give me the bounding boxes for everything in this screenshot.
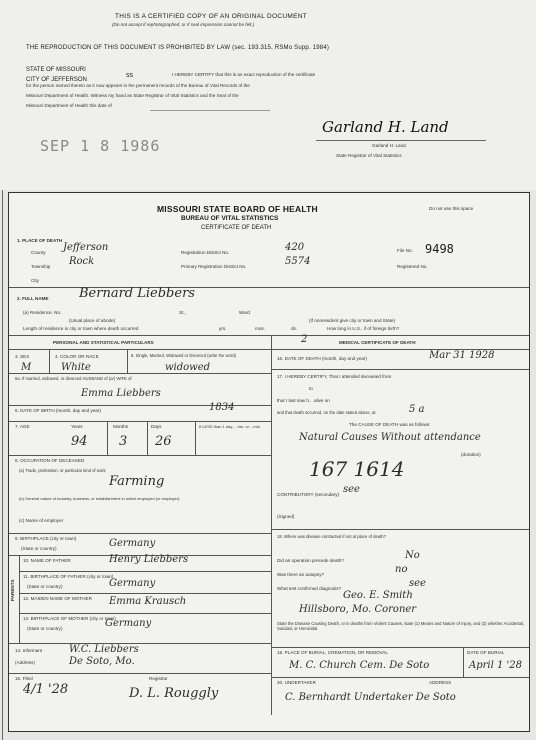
certify-line-3: Missouri Department of Health. Witness my hand as State Registrar of Vital Statistics and the Seal of the — [26, 93, 239, 98]
cause-label: The CAUSE OF DEATH was as follows: — [349, 422, 431, 427]
months-label: Months — [113, 424, 129, 429]
ward-label: Ward — [239, 310, 250, 315]
primary-reg-label: Primary Registration District No. — [181, 264, 247, 269]
registrar-label: Registrar — [149, 676, 168, 681]
father-birth-label: 11. BIRTHPLACE OF FATHER (city or town) — [23, 574, 114, 579]
burial-date-label: DATE OF BURIAL — [467, 650, 505, 655]
father-birth-sub: (State or country) — [27, 584, 63, 589]
form-bureau: BUREAU OF VITAL STATISTICS — [181, 215, 279, 222]
certify-line-1: I HEREBY CERTIFY that this is an exact reproduction of the certificate — [172, 72, 316, 77]
certified-copy-heading: THIS IS A CERTIFIED COPY OF AN ORIGINAL DOCUMENT — [115, 13, 307, 20]
mother-name-label: 12. MAIDEN NAME OF MOTHER — [23, 596, 92, 601]
to-label: to — [309, 386, 313, 391]
registrar-signature: Garland H. Land — [322, 118, 449, 136]
filed-label: 15. Filed — [15, 676, 33, 681]
birth-label: 6. DATE OF BIRTH (month, day and year) — [15, 408, 101, 413]
full-name-label: 2. FULL NAME — [17, 296, 49, 301]
what-test-label: What test confirmed diagnosis? — [277, 586, 342, 591]
registrar-name: Garland H. Land — [372, 143, 406, 148]
nonresident-note: (If nonresident give city or town and State) — [309, 318, 396, 323]
mother-birth-label: 13. BIRTHPLACE OF MOTHER (city or town) — [23, 616, 116, 621]
what-test-value: see — [409, 578, 426, 589]
parents-label: PARENTS — [10, 579, 15, 601]
burial-date-value: April 1 '28 — [469, 660, 522, 671]
primary-reg-value: 5574 — [285, 256, 311, 267]
autopsy-value: no — [395, 564, 408, 575]
medical-no: 2 — [301, 334, 308, 345]
birthplace-sub: (State or country) — [21, 546, 57, 551]
mother-name-value: Emma Krausch — [109, 596, 187, 607]
county-label: County — [31, 250, 46, 255]
cause-number: 167 1614 — [309, 457, 405, 481]
registrar-value: D. L. Rouggly — [129, 686, 219, 701]
sex-value: M — [21, 362, 32, 373]
residence-label: (a) Residence. No. — [23, 310, 62, 315]
registered-no-label: Registered No. — [397, 264, 428, 269]
form-margin-line — [2, 190, 7, 740]
signed-by-value: Geo. E. Smith — [343, 590, 413, 601]
section-personal: PERSONAL AND STATISTICAL PARTICULARS — [53, 340, 154, 345]
age-label: 7. AGE — [15, 424, 30, 429]
contributory-value: see — [343, 484, 360, 495]
note-text: State the Disease Causing Death, or in deaths from Violent Causes, state (1) Means and Nature of Injury, and (2) whether Accidental, Suicidal, or Homicidal. — [277, 621, 525, 632]
file-no-value: 9498 — [425, 242, 454, 256]
form-cert-label: CERTIFICATE OF DEATH — [201, 225, 272, 231]
burial-label: 19. PLACE OF BURIAL, CREMATION, OR REMOVAL — [277, 650, 388, 655]
spouse-value: Emma Liebbers — [81, 388, 161, 399]
death-time-value: 5 a — [409, 404, 425, 415]
informant-value: W.C. Liebbers — [69, 644, 139, 655]
township-value: Rock — [69, 256, 95, 267]
alive-label: that I last saw h... alive on — [277, 398, 330, 403]
occ-c-label: (c) Name of employer — [19, 518, 64, 523]
duration-label: (duration) — [461, 452, 481, 457]
form-title: MISSOURI STATE BOARD OF HEALTH — [157, 204, 318, 214]
state-line: STATE OF MISSOURI — [26, 67, 86, 73]
prohibition-notice: THE REPRODUCTION OF THIS DOCUMENT IS PROHIBITED BY LAW (sec. 193.315, RSMo Supp. 1984) — [26, 45, 330, 51]
reg-district-value: 420 — [285, 242, 305, 253]
hereby-label: 17. I HEREBY CERTIFY, That I attended deceased from — [277, 374, 392, 379]
contributory-label: CONTRIBUTORY (secondary) — [277, 492, 340, 497]
signed-label: (Signed) — [277, 514, 295, 519]
address2-label: ADDRESS — [429, 680, 452, 685]
undertaker-label: 20. UNDERTAKER — [277, 680, 316, 685]
certify-line-2: for the person named therein as it now appears in the permanent records of the Bureau of Vital Records of the — [26, 83, 250, 88]
age-days-value: 26 — [155, 434, 172, 449]
marital-value: widowed — [165, 362, 211, 373]
father-name-label: 10. NAME OF FATHER — [23, 558, 71, 563]
city-line: CITY OF JEFFERSON — [26, 77, 87, 83]
date-stamp: SEP 1 8 1986 — [40, 137, 161, 155]
ss-mark: ss — [126, 72, 133, 79]
burial-value: M. C. Church Cem. De Soto — [289, 660, 430, 671]
ds-label: ds. — [291, 326, 298, 331]
birthplace-value: Germany — [109, 538, 156, 549]
sex-label: 3. SEX — [15, 354, 30, 359]
cause-value: Natural Causes Without attendance — [299, 432, 481, 443]
occupation-label: 8. OCCUPATION OF DECEASED — [15, 458, 85, 463]
county-value: Jefferson — [63, 242, 109, 253]
margin-note: Do not use this space — [429, 206, 474, 211]
file-no-label: File No. — [397, 248, 413, 253]
reg-district-label: Registration District No. — [181, 250, 230, 255]
father-name-value: Henry Liebbers — [109, 554, 189, 565]
date-death-value: Mar 31 1928 — [429, 350, 495, 361]
occ-a-label: (a) Trade, profession, or particular kind of work — [19, 468, 106, 473]
mother-birth-sub: (State or country) — [27, 626, 63, 631]
full-name-value: Bernard Liebbers — [79, 286, 195, 301]
days-label: Days — [151, 424, 162, 429]
birthplace-label: 9. BIRTHPLACE (city or town) — [15, 536, 77, 541]
father-birth-value: Germany — [109, 578, 156, 589]
coroner-address-value: Hillsboro, Mo. Coroner — [299, 604, 417, 615]
years-label: Years — [71, 424, 83, 429]
certification-header — [0, 0, 536, 190]
death-occurred-label: and that death occurred, on the date stated above, at — [277, 410, 376, 415]
length-residence-label: Length of residence in city or town where death occurred — [23, 326, 139, 331]
section-medical: MEDICAL CERTIFICATE OF DEATH — [339, 340, 416, 345]
how-long-label: How long in U.S., if of foreign birth? — [327, 326, 400, 331]
color-label: 4. COLOR OR RACE — [55, 354, 99, 359]
city-label: City — [31, 278, 39, 283]
township-label: Township — [31, 264, 51, 269]
date-death-label: 16. DATE OF DEATH (month, day and year) — [277, 356, 367, 361]
occ-b-label: (b) General nature of industry, business, or establishment in which employed (or employer) — [19, 496, 180, 501]
address-value: De Soto, Mo. — [69, 656, 135, 667]
yrs-label: yrs. — [219, 326, 227, 331]
undertaker-value: C. Bernhardt Undertaker De Soto — [285, 692, 456, 703]
usual-place-note: (Usual place of abode) — [69, 318, 116, 323]
mos-label: mos. — [255, 326, 265, 331]
autopsy-label: Was there an autopsy? — [277, 572, 325, 577]
st-label: St., — [179, 310, 186, 315]
age-years-value: 94 — [71, 434, 88, 449]
registrar-title: State Registrar of Vital Statistics — [336, 153, 402, 158]
occupation-value: Farming — [109, 474, 165, 489]
where-contracted-label: 18. Where was disease contracted if not at place of death? — [277, 534, 386, 539]
filed-value: 4/1 '28 — [23, 682, 69, 697]
if-less-label: If LESS than 1 day, ...hrs. or ...min. — [199, 424, 261, 429]
place-of-death-label: 1. PLACE OF DEATH — [17, 238, 63, 243]
operation-value: No — [405, 550, 420, 561]
informant-label: 14. Informant — [15, 648, 43, 653]
birth-value: 1834 — [209, 402, 235, 413]
certified-copy-subheading: (Do not accept if rephotographed, or if seal impression cannot be felt.) — [112, 22, 255, 27]
spouse-label: 5a. If married, widowed, or divorced HUSBAND of (or) WIFE of — [15, 376, 132, 381]
address-label: (Address) — [15, 660, 35, 665]
color-value: White — [61, 362, 91, 373]
operation-label: Did an operation precede death? — [277, 558, 344, 563]
mother-birth-value: Germany — [105, 618, 152, 629]
age-months-value: 3 — [119, 434, 128, 449]
certify-line-4: Missouri Department of Health this date of — [26, 103, 112, 108]
marital-label: 5. Single, Married, Widowed or Divorced (write the word) — [131, 353, 236, 358]
death-certificate-form — [8, 192, 530, 732]
